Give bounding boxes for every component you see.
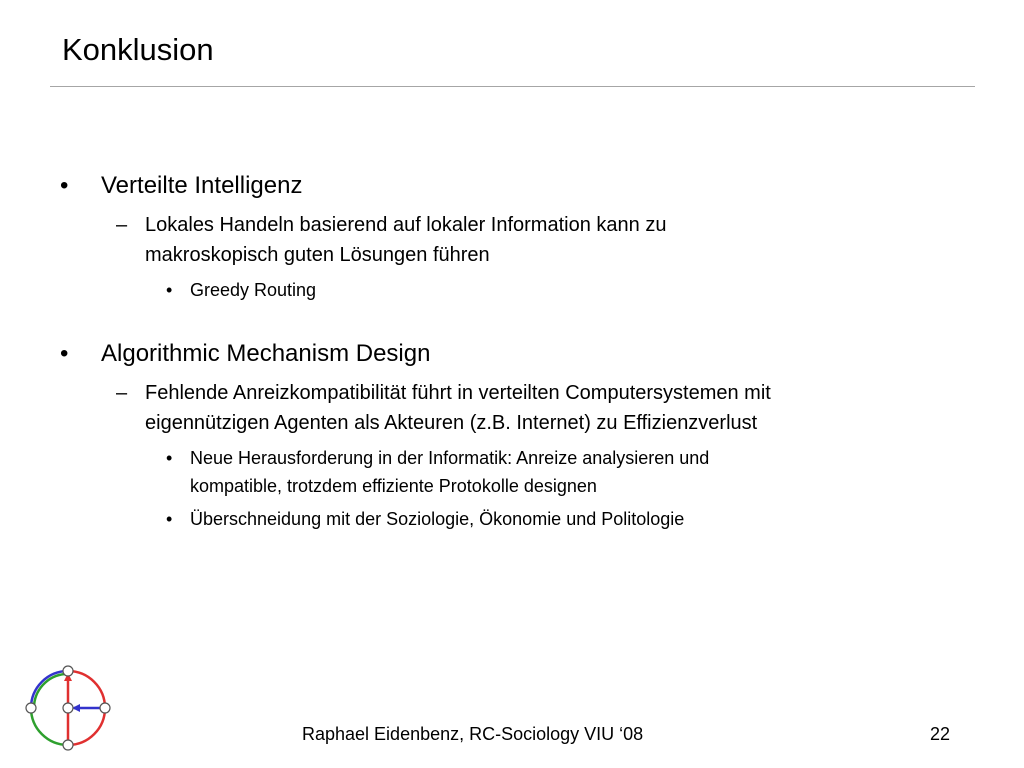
slide-title: Konklusion: [62, 32, 214, 67]
bullet-text: Algorithmic Mechanism Design: [101, 340, 431, 367]
detail-bullet-text: Greedy Routing: [190, 280, 317, 300]
bullet-text: Verteilte Intelligenz: [101, 172, 303, 199]
title-divider: [50, 86, 975, 87]
bullet-marker: •: [60, 340, 69, 367]
logo-node-right: [100, 703, 110, 713]
logo-arc-top-left: [31, 671, 68, 708]
sub-bullet-text-line: makroskopisch guten Lösungen führen: [145, 244, 490, 266]
logo-node-center: [63, 703, 73, 713]
dash-marker: –: [116, 214, 128, 236]
sub-bullet-text-line: eigennützigen Agenten als Akteuren (z.B. Internet) zu Effizienzverlust: [145, 412, 758, 434]
sub-bullet-text-line: Fehlende Anreizkompatibilität führt in verteilten Computersystemen mit: [145, 382, 771, 404]
detail-bullet-marker: •: [166, 509, 173, 529]
detail-bullet-marker: •: [166, 280, 173, 300]
logo-arc-top-right: [68, 671, 105, 708]
bullet-marker: •: [60, 172, 69, 199]
detail-bullet-text: Überschneidung mit der Soziologie, Ökonomie und Politologie: [190, 509, 685, 529]
logo-arc-bottom-left: [31, 708, 68, 745]
logo-arc-bottom-right: [68, 708, 105, 745]
logo-node-left: [26, 703, 36, 713]
page-number: 22: [930, 724, 951, 744]
footer-text: Raphael Eidenbenz, RC-Sociology VIU ‘08: [302, 724, 644, 744]
dash-marker: –: [116, 382, 128, 404]
logo-arc-top-left-inner: [34, 674, 65, 708]
detail-bullet-text-line: Neue Herausforderung in der Informatik: Anreize analysieren und: [190, 448, 710, 468]
circle-graph-logo-icon: [22, 662, 114, 754]
logo-node-bottom: [63, 740, 73, 750]
sub-bullet-text-line: Lokales Handeln basierend auf lokaler Information kann zu: [145, 214, 667, 236]
detail-bullet-text-line: kompatible, trotzdem effiziente Protokolle designen: [190, 476, 597, 496]
detail-bullet-marker: •: [166, 448, 173, 468]
logo-node-top: [63, 666, 73, 676]
